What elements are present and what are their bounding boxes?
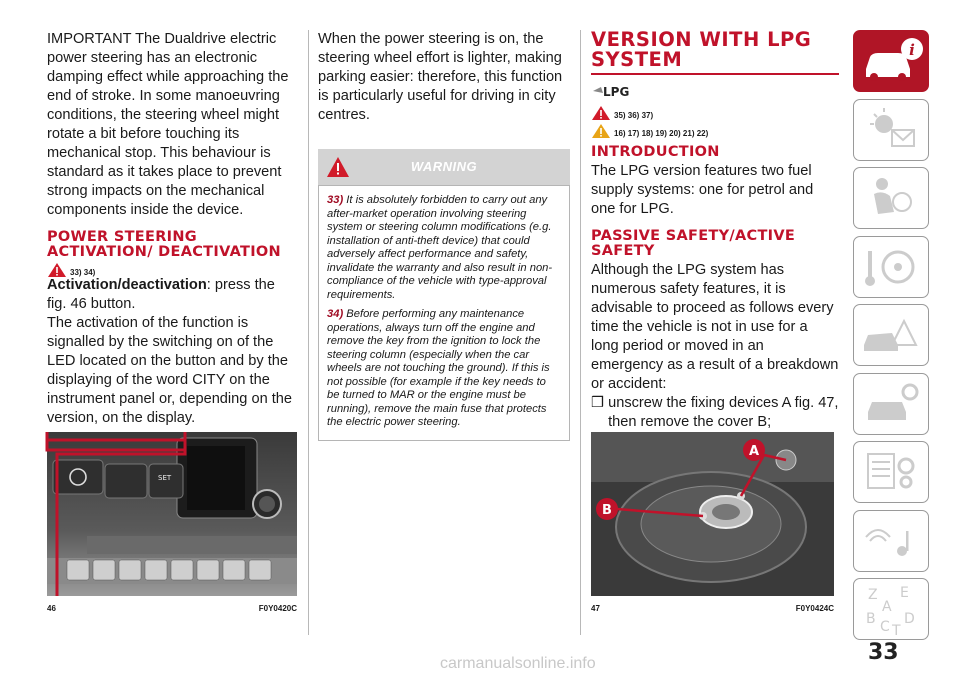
multimedia-icon <box>854 511 928 571</box>
heading-rule <box>591 73 839 75</box>
caution-yellow-icon <box>591 123 611 139</box>
column-middle <box>318 30 570 441</box>
technical-data-icon <box>854 442 928 502</box>
column-divider <box>308 30 309 635</box>
figure-46-code: F0Y0420C <box>258 604 297 613</box>
safety-text: Although the LPG system has numerous safety features, it is advisable to proceed as follows every time the vehicle is not in use for a long period or moved in an emergency as a result of a breakdown or accident: <box>591 262 839 392</box>
page-number: 33 <box>868 640 899 665</box>
tab-safety[interactable] <box>853 167 929 229</box>
svg-text:LPG: LPG <box>603 85 630 99</box>
tab-starting-driving[interactable] <box>853 236 929 298</box>
index-letters-icon <box>854 579 928 639</box>
introduction-text: The LPG version features two fuel supply systems: one for petrol and one for LPG. <box>591 163 814 217</box>
emergency-car-icon <box>854 305 928 365</box>
figure-46-number: 46 <box>47 604 56 613</box>
activation-paragraph <box>47 276 297 314</box>
column-left <box>47 30 297 428</box>
warning-light-message-icon <box>854 100 928 160</box>
tab-warning-lights[interactable] <box>853 99 929 161</box>
figure-46-caption <box>47 604 297 613</box>
svg-text:i: i <box>909 41 915 59</box>
column-right <box>591 30 839 432</box>
section-heading-power-steering: POWER STEERING ACTIVATION/ DEACTIVATION <box>47 229 281 260</box>
warning-item: 34) Before performing any maintenance operations, always turn off the engine and remove the key from the ignition to lock the steering column (especially when the car wheels are not touching the ground). If this is not possible (for example if the key needs to be turned to MAR or the engine must be running), remove the main fuse that protects the electric power steering. <box>327 308 550 428</box>
lpg-version-icon <box>591 81 630 101</box>
warning-box <box>318 185 570 441</box>
svg-text:E: E <box>900 585 909 601</box>
safety-heading: PASSIVE SAFETY/ACTIVE SAFETY <box>591 228 796 259</box>
power-steering-note: When the power steering is on, the steering wheel effort is lighter, making parking easier: therefore, this function is particularly useful for driving in city centres. <box>318 31 563 123</box>
warning-item: 33) It is absolutely forbidden to carry out any after-market operation involving steering system or steering column modifications (e.g. installation of anti-theft device) that could adversely affect performance and safety, invalidate the warranty and also result in non-compliance of the vehicle with type-approval requirements. <box>327 194 553 301</box>
svg-text:T: T <box>892 623 901 639</box>
lpg-heading: VERSION WITH LPG SYSTEM <box>591 28 812 71</box>
introduction-heading: INTRODUCTION <box>591 144 720 160</box>
warning-header <box>318 149 570 185</box>
warning-label: WARNING <box>410 159 478 174</box>
tab-getting-to-know-car[interactable] <box>853 30 929 92</box>
svg-text:A: A <box>882 599 892 615</box>
activation-body: The activation of the function is signalled by the switching on of the LED located on the button and by the displaying of the word CITY on the instrument panel or, depending on the version, on the display. <box>47 315 293 426</box>
figure-47-code: F0Y0424C <box>795 604 834 613</box>
safety-airbag-icon <box>854 168 928 228</box>
tab-in-emergency[interactable] <box>853 304 929 366</box>
chapter-tabs <box>853 30 929 647</box>
svg-text:Z: Z <box>868 587 878 603</box>
tab-index[interactable] <box>853 578 929 640</box>
warning-refs-red: 35) 36) 37) <box>591 105 839 121</box>
figure-47-caption <box>591 604 834 613</box>
car-service-icon <box>854 374 928 434</box>
svg-text:B: B <box>866 611 876 627</box>
column-divider <box>580 30 581 635</box>
svg-text:SET: SET <box>158 474 172 482</box>
tab-multimedia[interactable] <box>853 510 929 572</box>
warning-refs: 33) 34) <box>47 262 297 278</box>
activation-label: Activation/deactivation <box>47 277 207 293</box>
car-info-icon <box>854 31 928 91</box>
activation-text: : press the fig. 46 button. <box>47 277 275 312</box>
callout-b: B <box>602 503 612 518</box>
bullet-item: ❒ unscrew the fixing devices A fig. 47, then remove the cover B; <box>591 395 839 430</box>
watermark: carmanualsonline.info <box>440 655 596 672</box>
tab-technical-data[interactable] <box>853 441 929 503</box>
bullet-checkbox-icon: ❒ <box>591 395 605 411</box>
steering-wheel-key-icon <box>854 237 928 297</box>
figure-47-lpg-tank <box>591 432 834 596</box>
figure-47-number: 47 <box>591 604 600 613</box>
figure-46-dashboard <box>47 432 297 596</box>
svg-text:C: C <box>880 619 890 635</box>
svg-text:D: D <box>904 611 915 627</box>
dualdrive-note: IMPORTANT The Dualdrive electric power steering has an electronic damping effect while approaching the end of stroke. In some manoeuvring conditions, the steering wheel might rotate a bit before touching its mechanical stop. This behaviour is standard as it takes place to prevent strong impacts on the mechanical components inside the device. <box>47 31 289 218</box>
caution-refs-yellow: 16) 17) 18) 19) 20) 21) 22) <box>591 123 839 139</box>
callout-a: A <box>748 444 760 459</box>
tab-servicing[interactable] <box>853 373 929 435</box>
warning-red-icon <box>591 105 611 121</box>
